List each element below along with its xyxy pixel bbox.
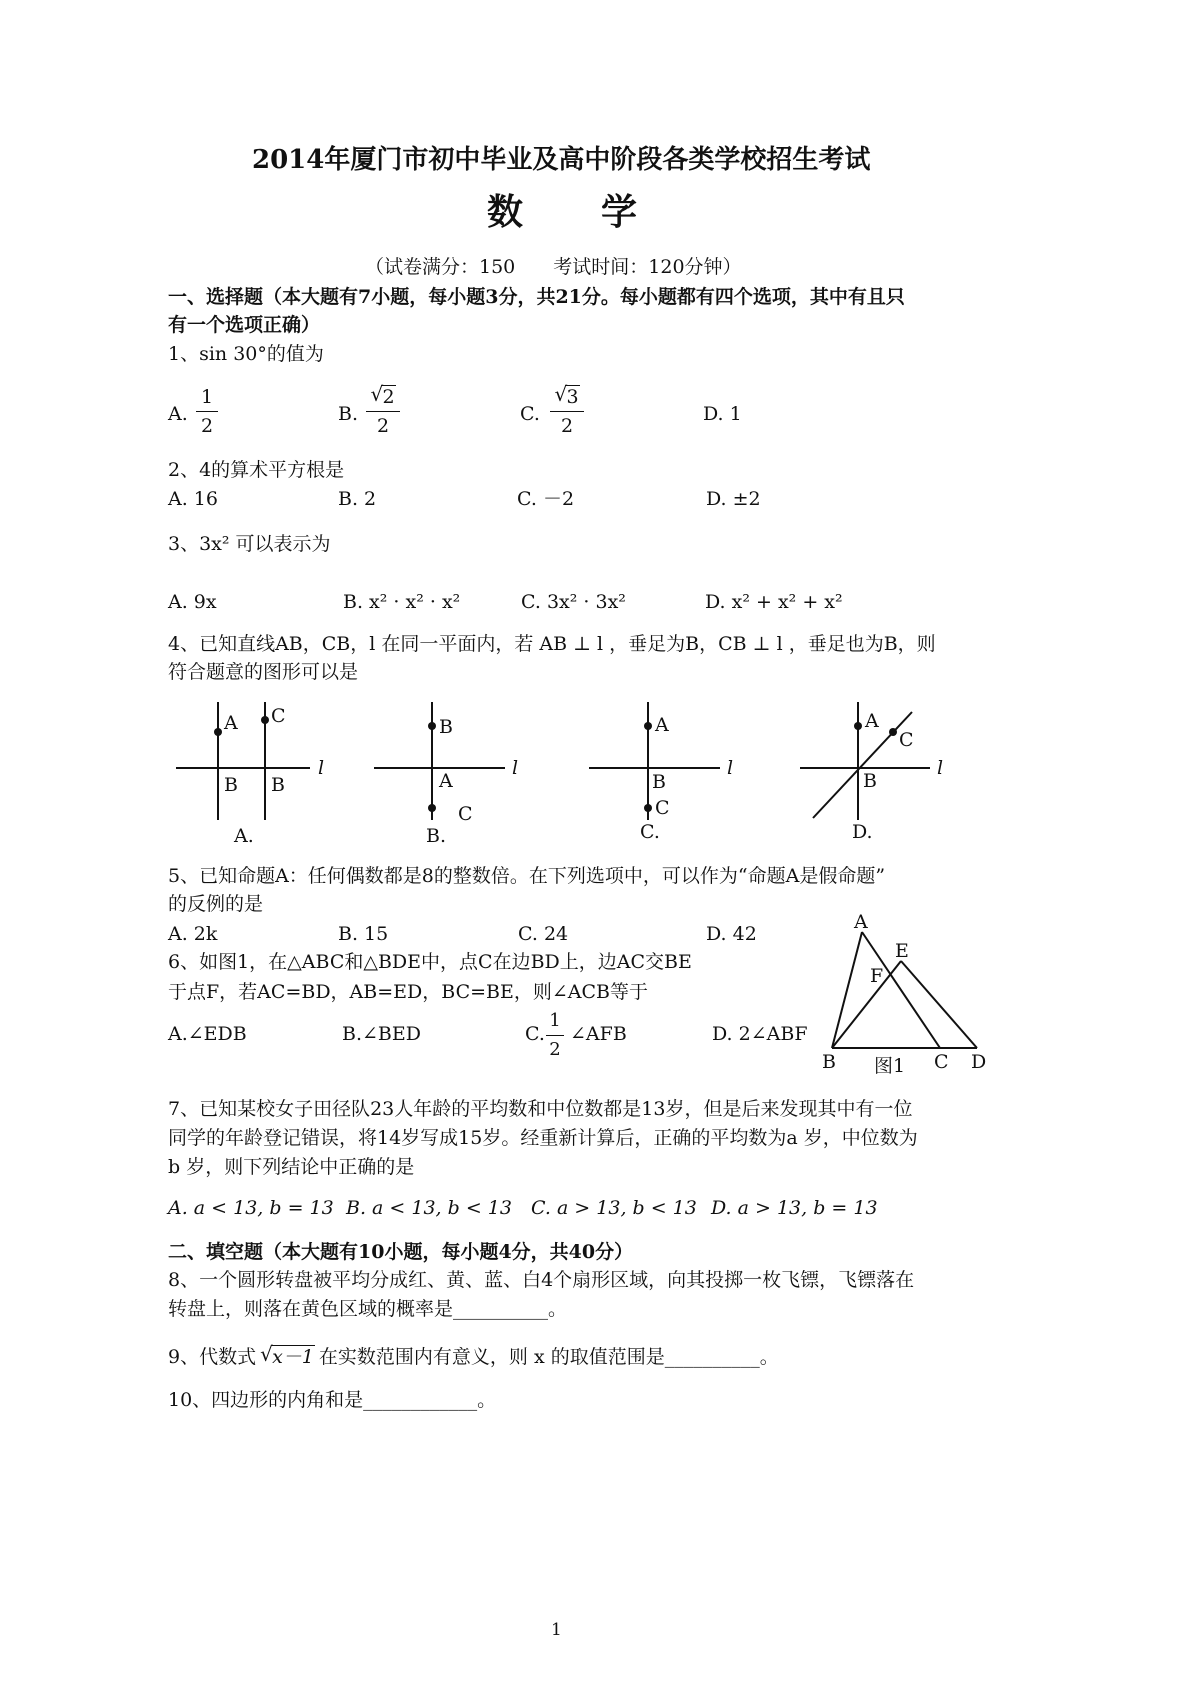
q4a-point-a	[214, 728, 222, 736]
q6-option-d: D. 2∠ABF	[712, 1023, 808, 1045]
q1-stem: 1、sin 30°的值为	[168, 343, 324, 365]
q4c-label-a: A	[655, 714, 669, 736]
q7-option-b: B. a < 13, b < 13	[346, 1197, 512, 1219]
q7-line3: b 岁，则下列结论中正确的是	[168, 1156, 415, 1178]
q5-option-b: B. 15	[338, 923, 389, 945]
exam-meta: （试卷满分：150 考试时间：120分钟）	[365, 256, 742, 278]
page-number: 1	[551, 1620, 562, 1640]
q4d-point-a	[854, 722, 862, 730]
q4a-label-l: l	[318, 757, 325, 779]
q4a-label-a: A	[224, 712, 238, 734]
q2-option-a: A. 16	[168, 488, 218, 510]
q3-option-b: B. x² · x² · x²	[343, 591, 461, 613]
section1-heading-line2: 有一个选项正确）	[168, 314, 321, 336]
q6-label-b: B	[822, 1051, 836, 1073]
q9-post: 在实数范围内有意义，则 x 的取值范围是__________。	[318, 1346, 779, 1368]
q6-label-a: A	[854, 911, 868, 933]
q7-option-a: A. a < 13, b = 13	[168, 1197, 334, 1219]
q2-option-b: B. 2	[338, 488, 377, 510]
q5-line1: 5、已知命题A：任何偶数都是8的整数倍。在下列选项中，可以作为“命题A是假命题”	[168, 865, 886, 887]
q1-option-a-label: A.	[168, 403, 188, 425]
section1-heading-line1: 一、选择题（本大题有7小题，每小题3分，共21分。每小题都有四个选项，其中有且只	[168, 286, 905, 308]
q2-stem: 2、4的算术平方根是	[168, 459, 345, 481]
q9-text	[168, 1342, 779, 1369]
q7-option-c: C. a > 13, b < 13	[531, 1197, 697, 1219]
q6-option-c-label: C.	[525, 1023, 545, 1045]
q6-line1: 6、如图1，在△ABC和△BDE中，点C在边BD上，边AC交BE	[168, 951, 692, 973]
q4d-line-cb	[813, 712, 912, 818]
q4a-label-b2: B	[271, 774, 285, 796]
fraction-denominator: 2	[549, 1039, 561, 1060]
q4c-caption: C.	[640, 821, 660, 843]
q6-option-a: A.∠EDB	[168, 1023, 247, 1045]
q4b-label-a: A	[439, 770, 453, 792]
q4b-caption: B.	[426, 825, 447, 847]
q4-line1: 4、已知直线AB，CB，l 在同一平面内，若 AB ⊥ l ，垂足为B，CB ⊥ l ，垂足也为B，则	[168, 633, 936, 655]
q4a-point-c	[261, 716, 269, 724]
q9-radicand: x－1	[272, 1346, 314, 1368]
q4b-point-c	[428, 804, 436, 812]
q5-option-a: A. 2k	[168, 923, 218, 945]
exam-title: 2014年厦门市初中毕业及高中阶段各类学校招生考试	[252, 145, 871, 175]
fraction-numerator: 3	[566, 386, 579, 408]
section2-heading: 二、填空题（本大题有10小题，每小题4分，共40分）	[168, 1241, 634, 1263]
q7-line1: 7、已知某校女子田径队23人年龄的平均数和中位数都是13岁，但是后来发现其中有一位	[168, 1098, 913, 1120]
q7-line2: 同学的年龄登记错误，将14岁写成15岁。经重新计算后，正确的平均数为a 岁，中位数为	[168, 1127, 918, 1149]
q5-line2: 的反例的是	[168, 893, 264, 915]
q4a-caption: A.	[234, 825, 254, 847]
q6-label-c: C	[934, 1051, 949, 1073]
q9-pre: 9、代数式	[168, 1346, 257, 1368]
q4a-label-c: C	[271, 705, 286, 727]
q10-text: 10、四边形的内角和是____________。	[168, 1389, 497, 1411]
q6-label-d: D	[971, 1051, 987, 1073]
q4b-label-b: B	[439, 716, 453, 738]
q8-line1: 8、一个圆形转盘被平均分成红、黄、蓝、白4个扇形区域，向其投掷一枚飞镖，飞镖落在	[168, 1269, 915, 1291]
subject-title: 数 学	[487, 191, 640, 233]
q1-option-b-label: B.	[338, 403, 359, 425]
q6-option-c-fraction	[546, 1010, 564, 1061]
q4d-point-c	[889, 728, 897, 736]
q4b-label-c: C	[458, 803, 473, 825]
q6-line2: 于点F，若AC=BD，AB=ED，BC=BE，则∠ACB等于	[168, 981, 649, 1003]
q6-label-f: F	[870, 965, 884, 987]
q4d-label-l: l	[937, 757, 944, 779]
q2-option-c: C. －2	[517, 488, 575, 510]
segment-ed	[901, 961, 977, 1048]
q3-option-c: C. 3x² · 3x²	[521, 591, 626, 613]
q2-option-d: D. ±2	[706, 488, 761, 510]
q4c-point-a	[644, 722, 652, 730]
fraction-denominator: 2	[200, 415, 214, 437]
fraction-numerator: 1	[549, 1010, 561, 1031]
q3-option-d: D. x² + x² + x²	[705, 591, 843, 613]
fraction-numerator: 1	[200, 386, 214, 408]
q8-line2: 转盘上，则落在黄色区域的概率是__________。	[168, 1298, 568, 1320]
fraction-denominator: 2	[560, 415, 574, 437]
q4c-label-c: C	[655, 797, 670, 819]
q3-stem: 3、3x² 可以表示为	[168, 533, 331, 555]
q4c-label-b: B	[652, 771, 666, 793]
q4c-label-l: l	[727, 757, 734, 779]
fraction-denominator: 2	[376, 415, 390, 437]
q4d-label-c: C	[899, 729, 914, 751]
q4d-caption: D.	[852, 821, 873, 843]
q4b-label-l: l	[512, 757, 519, 779]
q4a-label-b1: B	[224, 774, 238, 796]
q6-figure-caption: 图1	[874, 1055, 906, 1077]
q4c-point-c	[644, 804, 652, 812]
sqrt-symbol: √ 3	[554, 382, 579, 408]
sqrt-symbol: √ 2	[370, 382, 395, 408]
q1-option-d: D. 1	[703, 403, 742, 425]
q1-option-c-label: C.	[520, 403, 540, 425]
q5-option-c: C. 24	[518, 923, 569, 945]
q5-option-d: D. 42	[706, 923, 757, 945]
q6-option-b: B.∠BED	[342, 1023, 421, 1045]
q4d-label-a: A	[865, 710, 879, 732]
fraction-numerator: 2	[382, 386, 395, 408]
q3-option-a: A. 9x	[168, 591, 217, 613]
q6-option-c-tail: ∠AFB	[570, 1023, 627, 1045]
q7-option-d: D. a > 13, b = 13	[711, 1197, 878, 1219]
q4d-label-b: B	[863, 770, 877, 792]
q6-label-e: E	[895, 940, 909, 962]
sqrt-symbol: √ x－1	[260, 1342, 314, 1368]
q4-line2: 符合题意的图形可以是	[168, 661, 359, 683]
q4b-point-b	[428, 722, 436, 730]
